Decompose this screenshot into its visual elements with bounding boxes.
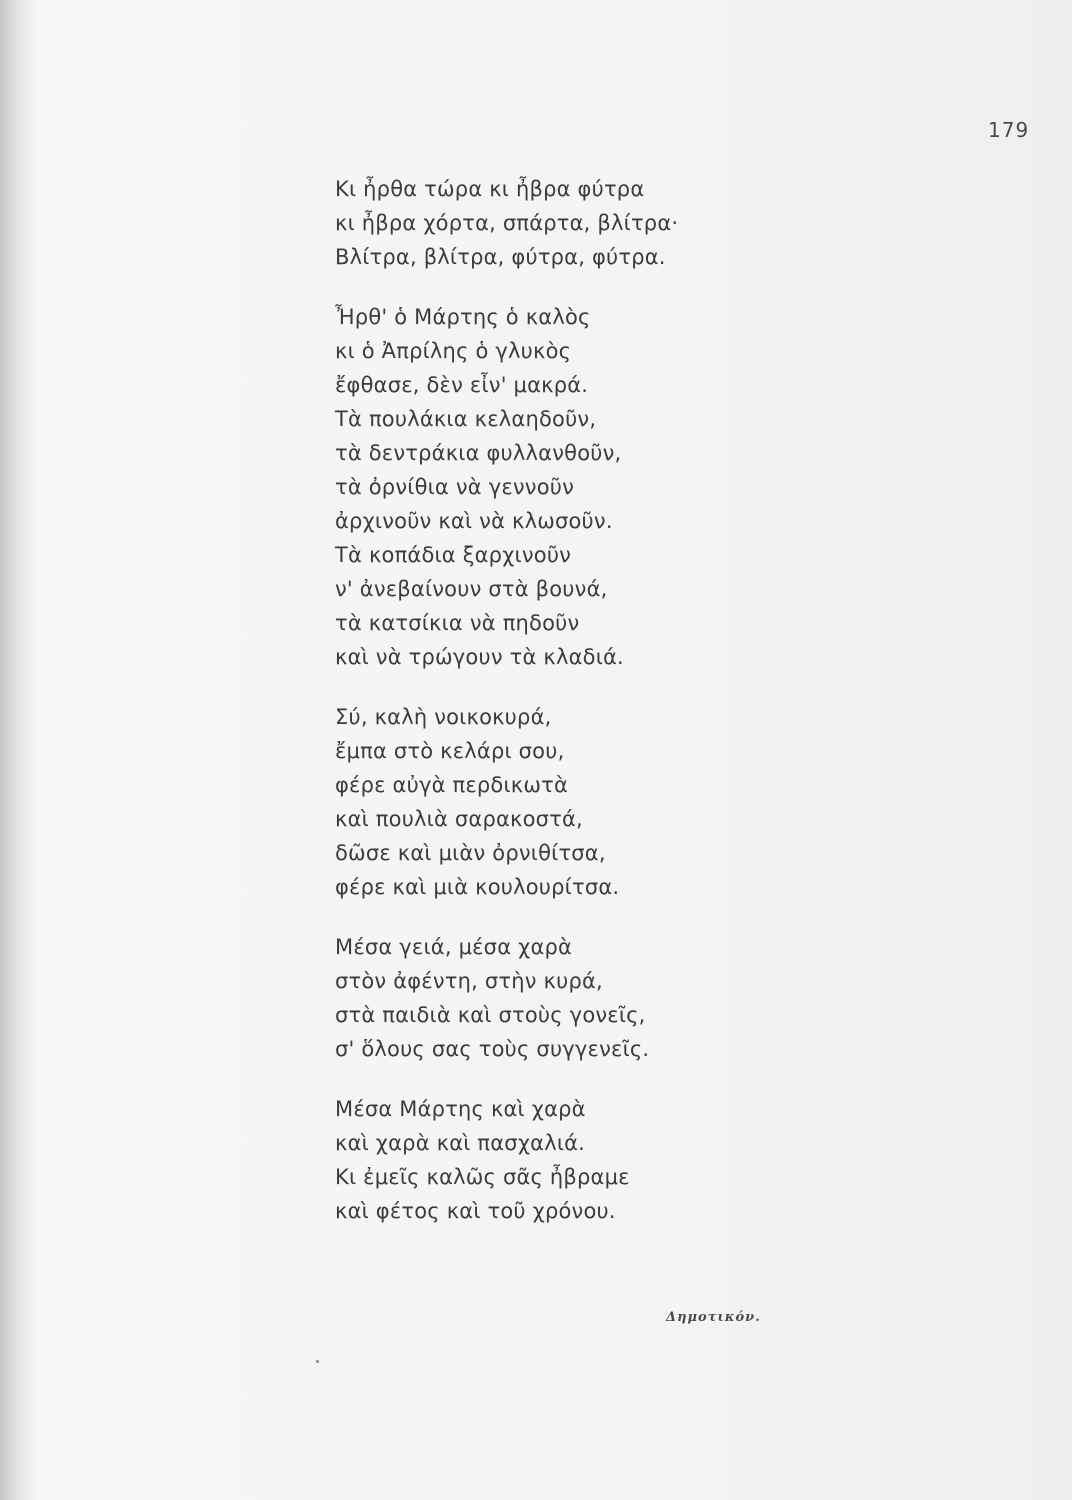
poem-line: φέρε αὐγὰ περδικωτὰ bbox=[335, 773, 569, 797]
poem-line: Σύ, καλὴ νοικοκυρά, bbox=[335, 705, 552, 729]
poem-line: δῶσε καὶ μιὰν ὀρνιθίτσα, bbox=[335, 841, 606, 865]
poem-line: σ' ὅλους σας τοὺς συγγενεῖς. bbox=[335, 1037, 650, 1061]
poem-line: Τὰ πουλάκια κελαηδοῦν, bbox=[335, 407, 597, 431]
poem-line: Κι ἐμεῖς καλῶς σᾶς ἦβραμε bbox=[335, 1165, 630, 1189]
poem-attribution: Δημοτικόν. bbox=[666, 1310, 761, 1325]
poem-line: καὶ φέτος καὶ τοῦ χρόνου. bbox=[335, 1199, 616, 1223]
poem-line: ἔμπα στὸ κελάρι σου, bbox=[335, 739, 565, 763]
poem-line: τὰ κατσίκια νὰ πηδοῦν bbox=[335, 611, 580, 635]
poem-line: ἀρχινοῦν καὶ νὰ κλωσοῦν. bbox=[335, 509, 613, 533]
stanza bbox=[335, 300, 835, 674]
poem-line: Μέσα γειά, μέσα χαρὰ bbox=[335, 935, 573, 959]
stanza bbox=[335, 1092, 835, 1228]
stanza bbox=[335, 930, 835, 1066]
poem-line: καὶ χαρὰ καὶ πασχαλιά. bbox=[335, 1131, 586, 1155]
poem-line: στὰ παιδιὰ καὶ στοὺς γονεῖς, bbox=[335, 1003, 646, 1027]
poem-line: κι ὁ Ἀπρίλης ὁ γλυκὸς bbox=[335, 339, 572, 363]
poem-line: ἔφθασε, δὲν εἶν' μακρά. bbox=[335, 373, 589, 397]
page-number: 179 bbox=[988, 118, 1030, 142]
poem-line: καὶ νὰ τρώγουν τὰ κλαδιά. bbox=[335, 645, 624, 669]
page-spine-shadow bbox=[0, 0, 20, 1500]
poem-line: καὶ πουλιὰ σαρακοστά, bbox=[335, 807, 583, 831]
poem-line: Κι ἦρθα τώρα κι ἦβρα φύτρα bbox=[335, 177, 645, 201]
poem-line: κι ἦβρα χόρτα, σπάρτα, βλίτρα· bbox=[335, 211, 679, 235]
poem-line: τὰ δεντράκια φυλλανθοῦν, bbox=[335, 441, 622, 465]
poem-line: στὸν ἀφέντη, στὴν κυρά, bbox=[335, 969, 603, 993]
poem-line: φέρε καὶ μιὰ κουλουρίτσα. bbox=[335, 875, 620, 899]
poem-line: Ἦρθ' ὁ Μάρτης ὁ καλὸς bbox=[335, 305, 591, 329]
poem-line: Μέσα Μάρτης καὶ χαρὰ bbox=[335, 1097, 586, 1121]
stanza bbox=[335, 172, 835, 274]
poem-line: ν' ἀνεβαίνουν στὰ βουνά, bbox=[335, 577, 608, 601]
poem-line: Τὰ κοπάδια ξαρχινοῦν bbox=[335, 543, 572, 567]
ink-speck bbox=[316, 1360, 319, 1363]
poem bbox=[335, 172, 835, 1254]
stanza bbox=[335, 700, 835, 904]
poem-line: τὰ ὀρνίθια νὰ γεννοῦν bbox=[335, 475, 575, 499]
poem-line: Βλίτρα, βλίτρα, φύτρα, φύτρα. bbox=[335, 245, 666, 269]
